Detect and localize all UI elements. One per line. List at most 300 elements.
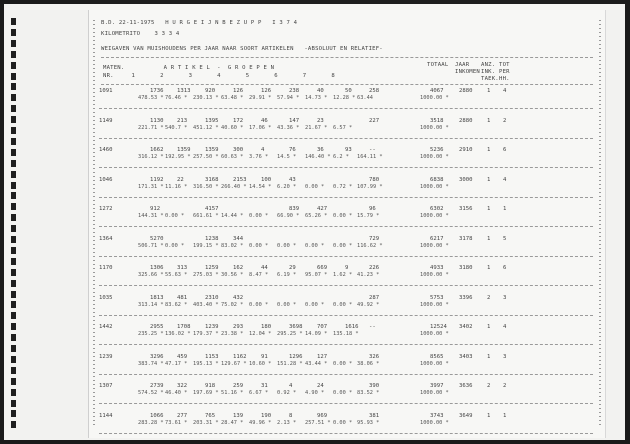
group-value: 1395 [205,117,219,124]
group-relative: 83.62 * [165,301,188,308]
group-relative: 47.17 * [165,360,188,367]
ink-taek: 2 [487,294,491,301]
group-relative: 0.00 * [333,242,353,249]
group-relative: 199.15 * [193,242,219,249]
group-value: 459 [177,353,188,360]
group-relative: 451.12 * [193,124,219,131]
group-value: 126 [261,88,272,94]
report-header-line-1: B.D. 22-11-1975 H U R G E I J N B E Z U P P I 3 7 4 [101,20,298,26]
group-value: 126 [233,88,244,94]
group-relative: 10.60 * [249,360,272,367]
group-value: 2153 [233,176,247,183]
group-relative: 2.13 * [277,419,297,426]
per-hh: 3 [503,294,507,301]
group-value: 2310 [205,294,219,301]
row-total: 3743 [430,412,444,419]
group-relative: 17.06 * [249,124,272,131]
group-relative: 63.48 * [221,95,244,101]
jaar-inkomen: 3178 [459,235,473,242]
group-relative: 221.71 * [138,124,164,131]
group-relative: 506.71 * [138,242,164,249]
group-value: 213 [177,117,188,124]
group-value: 139 [233,412,244,419]
group-relative: 57.94 * [277,95,300,101]
group-value: 1313 [177,88,191,94]
per-hh: 4 [503,324,507,330]
group-value: 96 [369,206,376,212]
group-value: 100 [261,176,272,183]
group-relative: 574.52 * [138,390,164,396]
report-header-line-2: KILOMETRITO 3 3 3 4 [101,31,180,37]
jaar-inkomen: 2880 [459,117,473,124]
report-title: WEIGAVEN VAN MUISHOUDENS PER JAAR NAAR SOORT ARTIKELEN -ABSOLUUT EN RELATIEF- [101,46,383,52]
group-value: 259 [233,383,244,389]
group-value: 162 [233,265,244,271]
group-value: 238 [289,88,300,94]
binder-hole [11,73,16,80]
group-relative: 76.46 * [165,95,188,101]
binder-hole [11,356,16,363]
binder-hole [11,301,16,308]
per-hh: 6 [503,265,507,271]
binder-hole [11,280,16,287]
binder-hole [11,203,16,210]
group-value: 969 [317,412,328,419]
group-value: 707 [317,324,328,330]
jaar-inkomen: 3396 [459,294,473,301]
binder-hole [11,378,16,385]
group-relative: 14.09 * [305,331,328,337]
binder-hole [11,18,16,25]
ink-taek: 1 [487,206,491,212]
group-value: 40 [317,88,324,94]
group-value: 36 [317,147,324,153]
row-divider [99,167,593,168]
jaar-inkomen: 3000 [459,176,473,183]
row-divider [99,108,593,109]
row-total: 5236 [430,147,444,153]
group-value: 344 [233,235,244,242]
group-relative: 0.00 * [333,301,353,308]
binder-hole [11,160,16,167]
group-relative: 230.13 * [193,95,219,101]
group-relative: 136.02 * [165,331,191,337]
group-relative: 0.00 * [305,183,325,190]
row-total: 4067 [430,88,444,94]
binder-hole [11,149,16,156]
group-relative: 6.57 * [333,124,353,131]
printout-page [88,10,606,438]
group-relative: 0.00 * [333,419,353,426]
group-value: 1306 [150,265,164,271]
group-value: 839 [289,206,300,212]
household-nr: 1307 [99,383,113,389]
row-total: 5753 [430,294,444,301]
group-value: 300 [233,147,244,153]
group-value: 920 [205,88,216,94]
table-row [89,236,605,266]
table-row [89,413,605,443]
group-relative: 49.92 * [357,301,380,308]
group-relative: 15.79 * [357,213,380,219]
group-value: 1130 [150,117,164,124]
group-relative: 60.63 * [221,154,244,160]
binder-hole [11,62,16,69]
ink-taek: 1 [487,353,491,360]
group-relative: 41.23 * [357,272,380,278]
group-value: 1162 [233,353,247,360]
group-relative: 6.20 * [277,183,297,190]
group-value: 1359 [177,147,191,153]
household-nr: 1149 [99,117,113,124]
row-total-pct: 1000.00 * [420,154,449,160]
table-row [89,206,605,236]
jaar-inkomen: 3156 [459,206,473,212]
group-relative: 38.06 * [357,360,380,367]
group-value: 381 [369,412,380,419]
binder-hole [11,236,16,243]
group-relative: 12.04 * [249,331,272,337]
group-relative: 23.38 * [221,331,244,337]
binder-hole [11,291,16,298]
row-total-pct: 1000.00 * [420,272,449,278]
tot-per-hh-header: TOT PER HH. [499,62,510,82]
group-value: 8 [289,412,293,419]
group-value: 765 [205,412,216,419]
group-relative: 12.28 * [333,95,356,101]
group-relative: 129.67 * [221,360,247,367]
group-value: 22 [177,176,184,183]
group-relative: 195.13 * [193,360,219,367]
binder-hole [11,182,16,189]
group-relative: 6.2 * [333,154,349,160]
group-relative: 257.50 * [193,154,219,160]
ink-taek: 1 [487,324,491,330]
group-relative: 0.00 * [249,213,269,219]
table-row [89,265,605,295]
group-relative: 151.28 * [277,360,303,367]
jaar-inkomen: 3649 [459,412,473,419]
group-relative: 257.51 * [305,419,331,426]
per-hh: 1 [503,412,507,419]
row-divider [99,285,593,286]
group-relative: 325.66 * [138,272,164,278]
group-value: 258 [369,88,380,94]
group-relative: 55.63 * [165,272,188,278]
row-total-pct: 1000.00 * [420,124,449,131]
group-value: 50 [345,88,352,94]
group-value: 1239 [205,324,219,330]
group-value: 287 [369,294,380,301]
group-value: 172 [233,117,244,124]
row-total-pct: 1000.00 * [420,213,449,219]
binder-holes [11,18,17,426]
binder-hole [11,138,16,145]
per-hh: 6 [503,147,507,153]
row-divider [99,315,593,316]
group-relative: 164.11 * [357,154,383,160]
group-value: 3296 [150,353,164,360]
row-total: 3518 [430,117,444,124]
table-row [89,383,605,413]
table-row [89,147,605,177]
table-row [89,324,605,354]
group-relative: 203.31 * [193,419,219,426]
group-value: 4 [261,147,265,153]
group-relative: 383.74 * [138,360,164,367]
group-relative: 43.44 * [305,360,328,367]
group-relative: 144.31 * [138,213,164,219]
household-nr: 1364 [99,235,113,242]
row-total-pct: 1000.00 * [420,419,449,426]
group-value: 326 [369,353,380,360]
group-relative: 171.31 * [138,183,164,190]
row-total: 6838 [430,176,444,183]
group-value: 44 [261,265,268,271]
group-relative: 14.5 * [277,154,297,160]
group-value: 322 [177,383,188,389]
group-value: 427 [317,206,328,212]
group-relative: 0.00 * [249,242,269,249]
group-value: 313 [177,265,188,271]
group-value: 24 [317,383,324,389]
group-value: 1259 [205,265,219,271]
group-relative: 8.47 * [249,272,269,278]
group-relative: 66.90 * [277,213,300,219]
group-value: 1708 [177,324,191,330]
group-relative: 3.76 * [249,154,269,160]
ink-taek: 1 [487,176,491,183]
binder-hole [11,389,16,396]
group-relative: 266.40 * [221,183,247,190]
group-value: 227 [369,117,380,124]
row-divider [99,344,593,345]
group-value: 43 [289,176,296,183]
group-relative: 6.19 * [277,272,297,278]
per-hh: 4 [503,176,507,183]
row-total-pct: 1000.00 * [420,390,449,396]
binder-hole [11,83,16,90]
binder-hole [11,323,16,330]
group-relative: 146.40 * [305,154,331,160]
group-value: 226 [369,265,380,271]
group-value: 5270 [150,235,164,242]
group-value: 2739 [150,383,164,389]
group-value: 1296 [289,353,303,360]
row-total-pct: 1000.00 * [420,183,449,190]
binder-hole [11,116,16,123]
row-total: 8565 [430,353,444,360]
group-value: 669 [317,265,328,271]
column-group-header: MATEN. A R T I K E L - G R O E P E N [103,65,275,71]
group-value: 23 [317,117,324,124]
group-value: 1066 [150,412,164,419]
group-value: 481 [177,294,188,301]
group-value: -- [369,324,376,330]
group-relative: 65.26 * [305,213,328,219]
group-relative: 0.92 * [277,390,297,396]
group-relative: 0.00 * [333,360,353,367]
group-relative: 295.25 * [277,331,303,337]
group-relative: 540.7 * [165,124,188,131]
household-nr: 1091 [99,88,113,94]
group-relative: 197.69 * [193,390,219,396]
row-divider [99,403,593,404]
binder-hole [11,29,16,36]
group-relative: 95.93 * [357,419,380,426]
binder-hole [11,127,16,134]
divider [101,57,593,58]
group-value: 3168 [205,176,219,183]
household-nr: 1239 [99,353,113,360]
group-relative: 0.00 * [277,301,297,308]
binder-hole [11,40,16,47]
group-relative: 95.07 * [305,272,328,278]
household-nr: 1144 [99,412,113,419]
per-hh: 4 [503,88,507,94]
group-relative: 63.44 [357,95,373,101]
group-relative: 313.14 * [138,301,164,308]
group-relative: 0.00 * [305,301,325,308]
binder-hole [11,105,16,112]
group-value: 31 [261,383,268,389]
table-row [89,354,605,384]
ink-taek-header: ANZ. INK. TAEK. [481,62,499,82]
group-relative: 275.03 * [193,272,219,278]
group-value: 91 [261,353,268,360]
group-value: 729 [369,235,380,242]
binder-hole [11,94,16,101]
binder-hole [11,247,16,254]
binder-hole [11,192,16,199]
group-relative: 0.00 * [333,213,353,219]
ink-taek: 1 [487,265,491,271]
group-relative: 0.00 * [277,242,297,249]
group-relative: 43.36 * [277,124,300,131]
table-row [89,295,605,325]
household-nr: 1460 [99,147,113,153]
group-relative: 1.62 * [333,272,353,278]
group-relative: 28.47 * [221,419,244,426]
group-value: 127 [317,353,328,360]
group-relative: 83.02 * [221,242,244,249]
group-relative: 73.61 * [165,419,188,426]
group-relative: 116.62 * [357,242,383,249]
group-value: 93 [345,147,352,153]
binder-hole [11,258,16,265]
totaal-header: TOTAAL [427,62,449,68]
group-relative: 14.44 * [221,213,244,219]
binder-hole [11,171,16,178]
jaar-inkomen: 2910 [459,147,473,153]
binder-hole [11,51,16,58]
group-value: 29 [289,265,296,271]
group-relative: 75.02 * [221,301,244,308]
group-value: 190 [261,412,272,419]
binder-hole [11,410,16,417]
group-value: 46 [261,117,268,124]
group-value: 1616 [345,324,359,330]
table-row [89,88,605,118]
row-divider [99,138,593,139]
per-hh: 2 [503,383,507,389]
row-divider [99,197,593,198]
per-hh: 1 [503,206,507,212]
row-total-pct: 1000.00 * [420,331,449,337]
group-value: 4157 [205,206,219,212]
row-total: 3997 [430,383,444,389]
jaar-inkomen: 3636 [459,383,473,389]
binder-hole [11,345,16,352]
group-relative: 30.56 * [221,272,244,278]
group-value: 1359 [205,147,219,153]
group-relative: 0.00 * [333,390,353,396]
group-value: 9 [345,265,349,271]
jaar-inkomen: 3402 [459,324,473,330]
group-relative: 4.90 * [305,390,325,396]
group-value: 1153 [205,353,219,360]
table-row [89,118,605,148]
group-value: 918 [205,383,216,389]
group-relative: 6.67 * [249,390,269,396]
binder-hole [11,367,16,374]
group-relative: 283.28 * [138,419,164,426]
jaar-inkomen: 3403 [459,353,473,360]
ink-taek: 1 [487,412,491,419]
group-value: 293 [233,324,244,330]
group-relative: 235.25 * [138,331,164,337]
group-value: 432 [233,294,244,301]
household-nr: 1035 [99,294,113,301]
row-total-pct: 1000.00 * [420,360,449,367]
group-value: 1238 [205,235,219,242]
group-relative: 14.73 * [305,95,328,101]
group-relative: 135.18 * [333,331,359,337]
group-relative: 0.00 * [305,242,325,249]
binder-hole [11,421,16,428]
column-number-header: NR. 1 2 3 4 5 6 7 8 [103,73,335,79]
ink-taek: 1 [487,235,491,242]
binder-hole [11,400,16,407]
binder-hole [11,269,16,276]
group-value: 2955 [150,324,164,330]
row-total: 6217 [430,235,444,242]
group-value: -- [369,147,376,153]
binder-hole [11,225,16,232]
per-hh: 5 [503,235,507,242]
divider [101,84,593,85]
row-divider [99,256,593,257]
table-row [89,177,605,207]
row-total-pct: 1000.00 * [420,301,449,308]
group-value: 1662 [150,147,164,153]
group-value: 277 [177,412,188,419]
group-value: 180 [261,324,272,330]
group-value: 4 [289,383,293,389]
household-nr: 1170 [99,265,113,271]
per-hh: 3 [503,353,507,360]
household-nr: 1272 [99,206,113,212]
group-value: 780 [369,176,380,183]
group-relative: 21.67 * [305,124,328,131]
ink-taek: 2 [487,383,491,389]
row-divider [99,374,593,375]
group-relative: 478.53 * [138,95,164,101]
ink-taek: 1 [487,88,491,94]
ink-taek: 1 [487,147,491,153]
group-value: 76 [289,147,296,153]
group-relative: 49.96 * [249,419,272,426]
